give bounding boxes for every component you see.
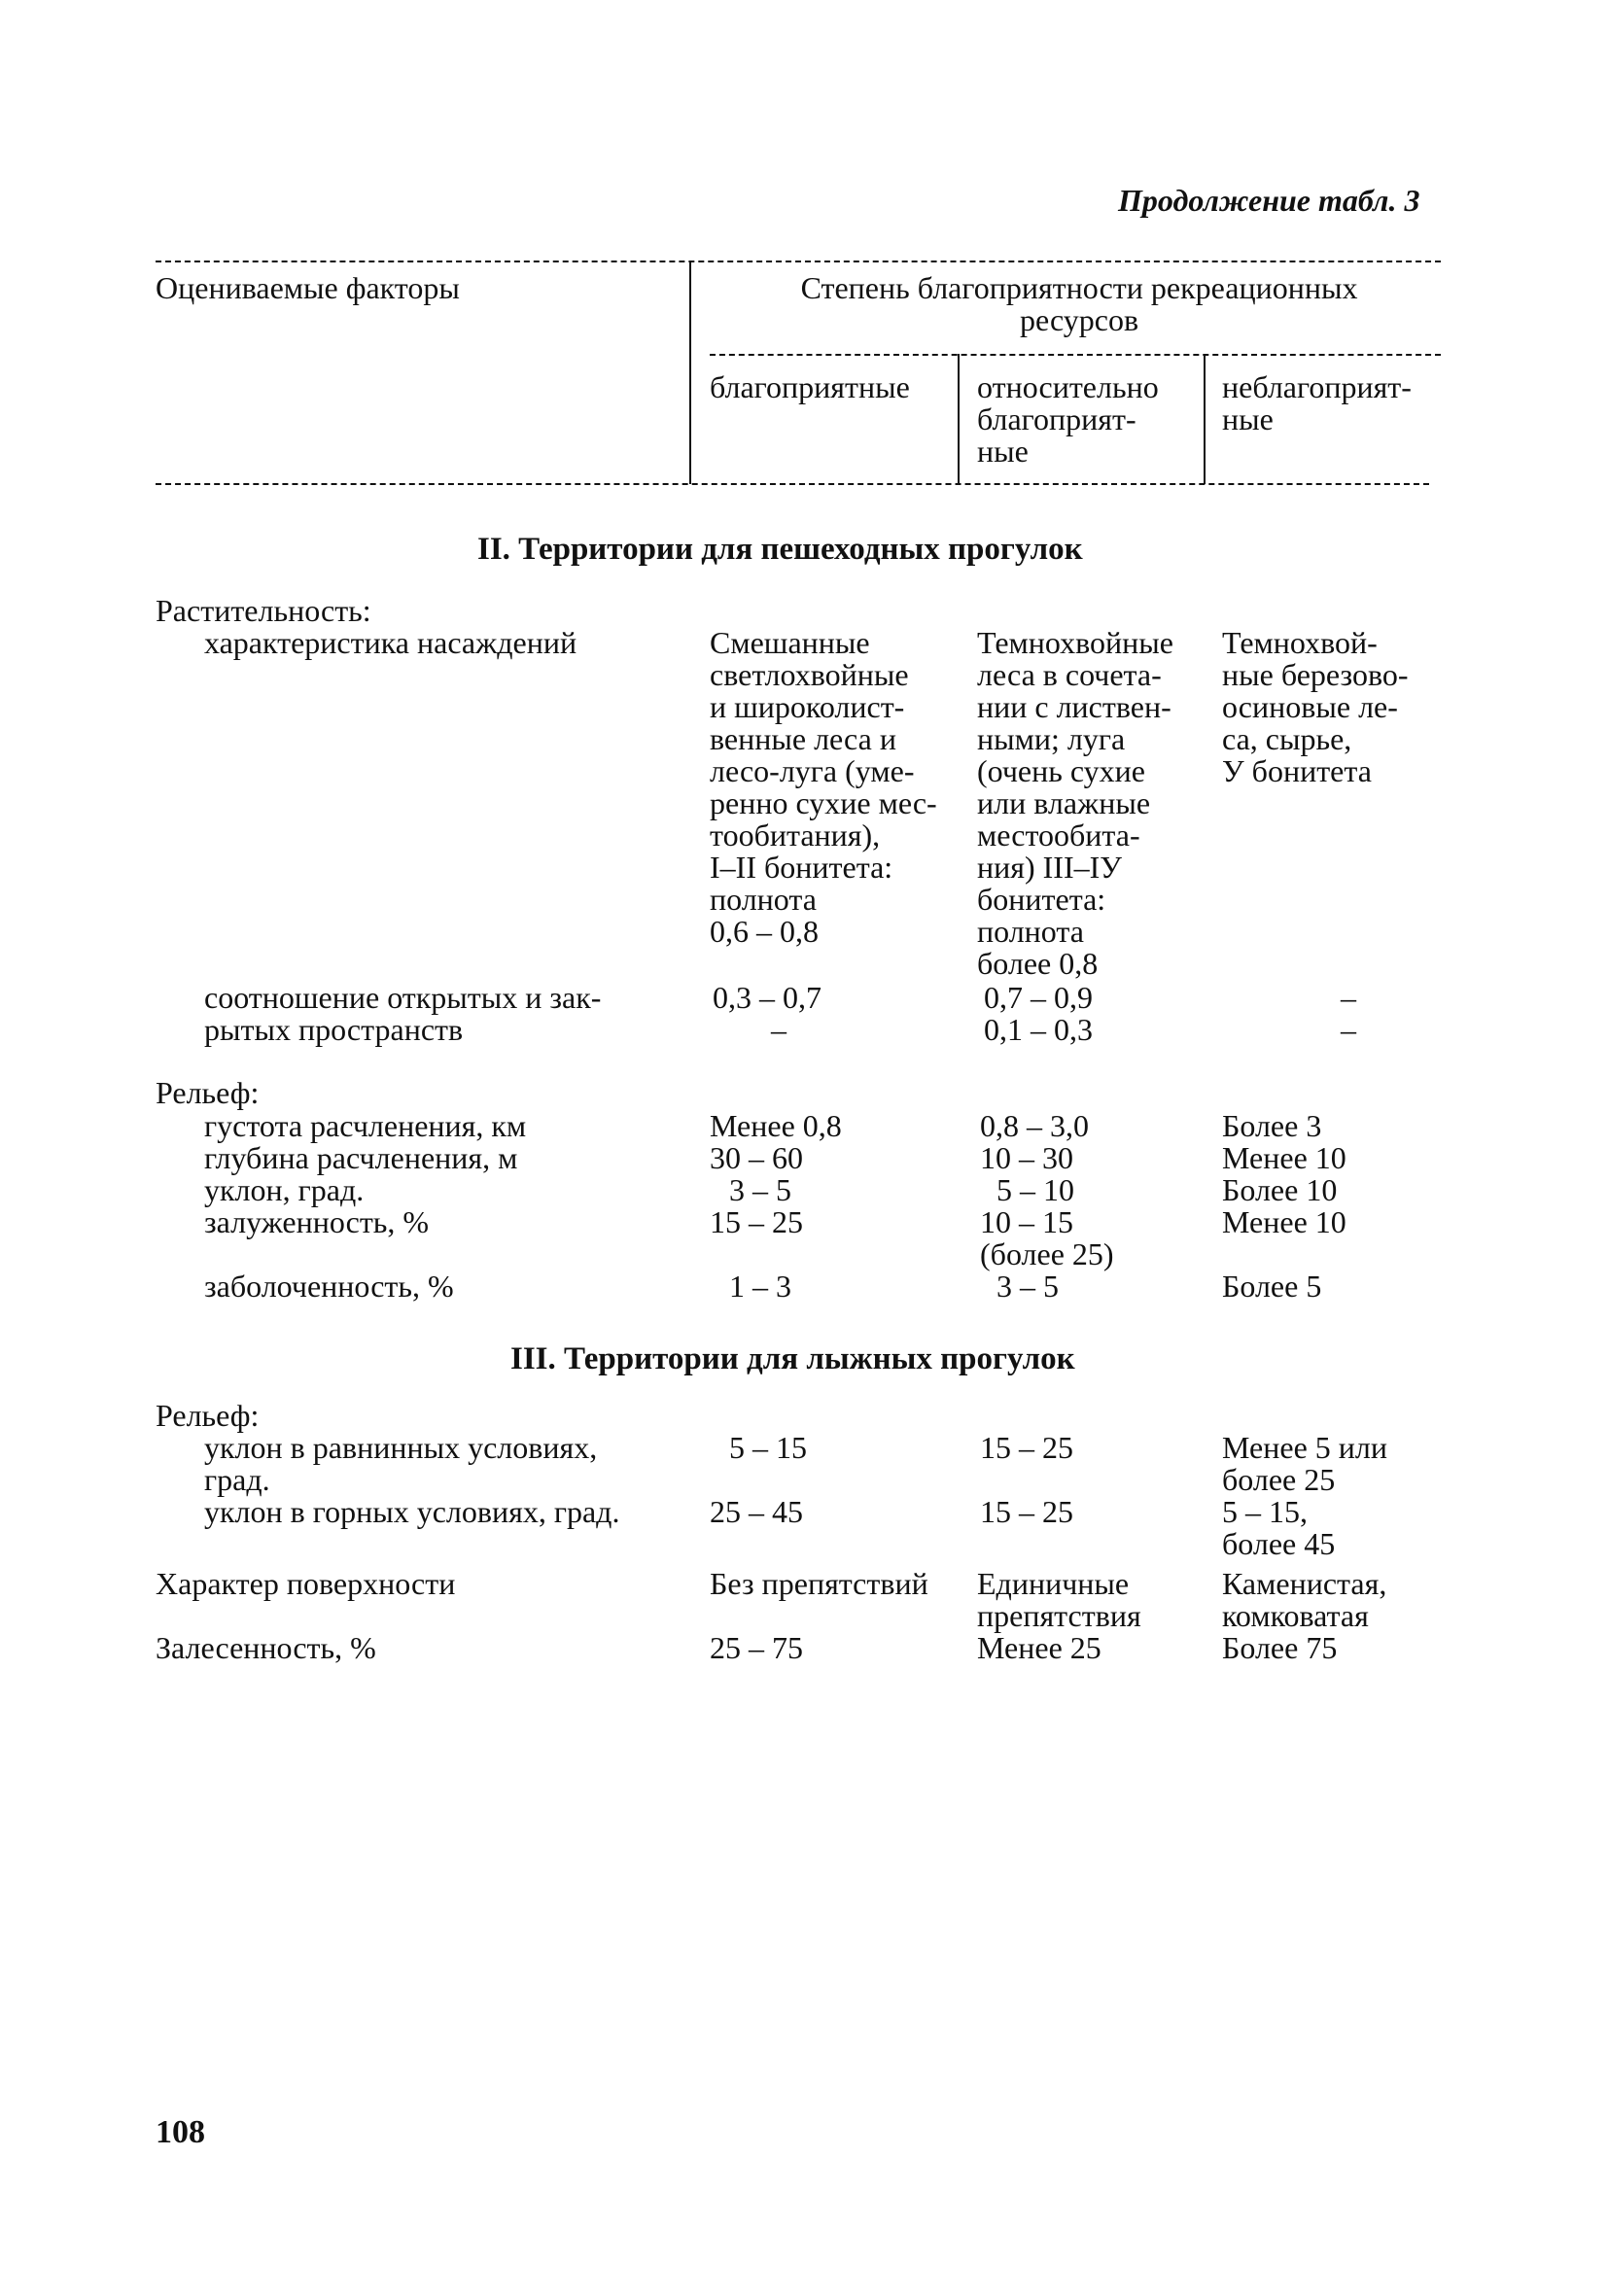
cell-slope-plain-favorable: 5 – 15 <box>729 1430 807 1465</box>
row-label-plantings: характеристика насаждений <box>204 625 577 660</box>
header-factors: Оцениваемые факторы <box>156 270 460 305</box>
table-top-rule <box>156 261 1441 262</box>
cell-forest-cover-unfavorable: Более 75 <box>1222 1630 1338 1665</box>
cell-forest-cover-favorable: 25 – 75 <box>710 1630 803 1665</box>
cell-dissection-depth-relative: 10 – 30 <box>980 1140 1073 1175</box>
group-vegetation: Растительность: <box>156 593 371 628</box>
cell-openness-unfavorable-b: – <box>1341 1012 1356 1047</box>
cell-dissection-density-favorable: Менее 0,8 <box>710 1108 842 1143</box>
header-col-divider-2 <box>1204 354 1206 484</box>
cell-forest-cover-relative: Менее 25 <box>977 1630 1101 1665</box>
cell-dissection-density-unfavorable: Более 3 <box>1222 1108 1322 1143</box>
page-number: 108 <box>156 2114 205 2150</box>
group-relief: Рельеф: <box>156 1075 260 1110</box>
table-continuation-label: Продолжение табл. 3 <box>1118 183 1420 218</box>
row-label-swampiness: заболоченность, % <box>204 1269 454 1304</box>
cell-slope-plain-unfavorable: Менее 5 или более 25 <box>1222 1430 1387 1497</box>
cell-surface-relative: Единичные препятствия <box>977 1566 1141 1633</box>
cell-swampiness-relative: 3 – 5 <box>996 1269 1059 1304</box>
cell-meadowness-unfavorable: Менее 10 <box>1222 1204 1346 1239</box>
cell-slope-plain-relative: 15 – 25 <box>980 1430 1073 1465</box>
cell-plantings-relative: Темнохвойные леса в сочета- нии с листвен- ными; луга (очень сухие или влажные местообита- ния) III–IУ бонитета: полнота более 0,8 <box>977 625 1173 981</box>
cell-meadowness-favorable: 15 – 25 <box>710 1204 803 1239</box>
cell-dissection-depth-unfavorable: Менее 10 <box>1222 1140 1346 1175</box>
header-col-divider-1 <box>958 354 960 484</box>
header-col-favorable: благоприятные <box>710 369 910 404</box>
cell-surface-unfavorable: Каменистая, комковатая <box>1222 1566 1387 1633</box>
row-label-surface: Характер поверхности <box>156 1566 456 1601</box>
cell-meadowness-relative: 10 – 15 (более 25) <box>980 1204 1114 1271</box>
section-title-walking: II. Территории для пешеходных прогулок <box>477 532 1083 567</box>
cell-surface-favorable: Без препятствий <box>710 1566 928 1601</box>
cell-openness-favorable-a: 0,3 – 0,7 <box>713 980 821 1015</box>
row-label-slope: уклон, град. <box>204 1172 365 1207</box>
cell-plantings-unfavorable: Темнохвой- ные березово- осиновые ле- са, сырье, У бонитета <box>1222 625 1409 788</box>
cell-dissection-depth-favorable: 30 – 60 <box>710 1140 803 1175</box>
cell-openness-favorable-b: – <box>771 1012 787 1047</box>
header-divider-vertical <box>689 261 691 484</box>
header-subrule <box>710 354 1441 356</box>
cell-plantings-favorable: Смешанные светлохвойные и широколист- венные леса и лесо-луга (уме- ренно сухие мес- тообитания), I–II бонитета: полнота 0,6 – 0,8 <box>710 625 937 949</box>
header-degree: Степень благоприятности рекреационных ресурсов <box>800 270 1358 337</box>
row-label-meadowness: залуженность, % <box>204 1204 430 1239</box>
section-title-skiing: III. Территории для лыжных прогулок <box>510 1341 1075 1376</box>
cell-slope-favorable: 3 – 5 <box>729 1172 791 1207</box>
cell-slope-unfavorable: Более 10 <box>1222 1172 1338 1207</box>
row-label-slope-plain: уклон в равнинных условиях, град. <box>204 1430 598 1497</box>
cell-swampiness-favorable: 1 – 3 <box>729 1269 791 1304</box>
cell-openness-unfavorable-a: – <box>1341 980 1356 1015</box>
cell-openness-relative-b: 0,1 – 0,3 <box>984 1012 1093 1047</box>
cell-slope-mountain-unfavorable: 5 – 15, более 45 <box>1222 1494 1336 1561</box>
header-col-relatively-favorable: относительно благоприят- ные <box>977 369 1159 469</box>
cell-slope-relative: 5 – 10 <box>996 1172 1074 1207</box>
row-label-dissection-depth: глубина расчленения, м <box>204 1140 518 1175</box>
header-bottom-rule <box>156 483 1429 485</box>
row-label-forest-cover: Залесенность, % <box>156 1630 376 1665</box>
cell-dissection-density-relative: 0,8 – 3,0 <box>980 1108 1089 1143</box>
cell-slope-mountain-relative: 15 – 25 <box>980 1494 1073 1529</box>
cell-openness-relative-a: 0,7 – 0,9 <box>984 980 1093 1015</box>
cell-slope-mountain-favorable: 25 – 45 <box>710 1494 803 1529</box>
group-relief-ski: Рельеф: <box>156 1398 260 1433</box>
row-label-slope-mountain: уклон в горных условиях, град. <box>204 1494 620 1529</box>
header-col-unfavorable: неблагоприят- ные <box>1222 369 1412 436</box>
row-label-dissection-density: густота расчленения, км <box>204 1108 527 1143</box>
cell-swampiness-unfavorable: Более 5 <box>1222 1269 1322 1304</box>
row-label-openness: соотношение открытых и зак- рытых пространств <box>204 980 602 1047</box>
